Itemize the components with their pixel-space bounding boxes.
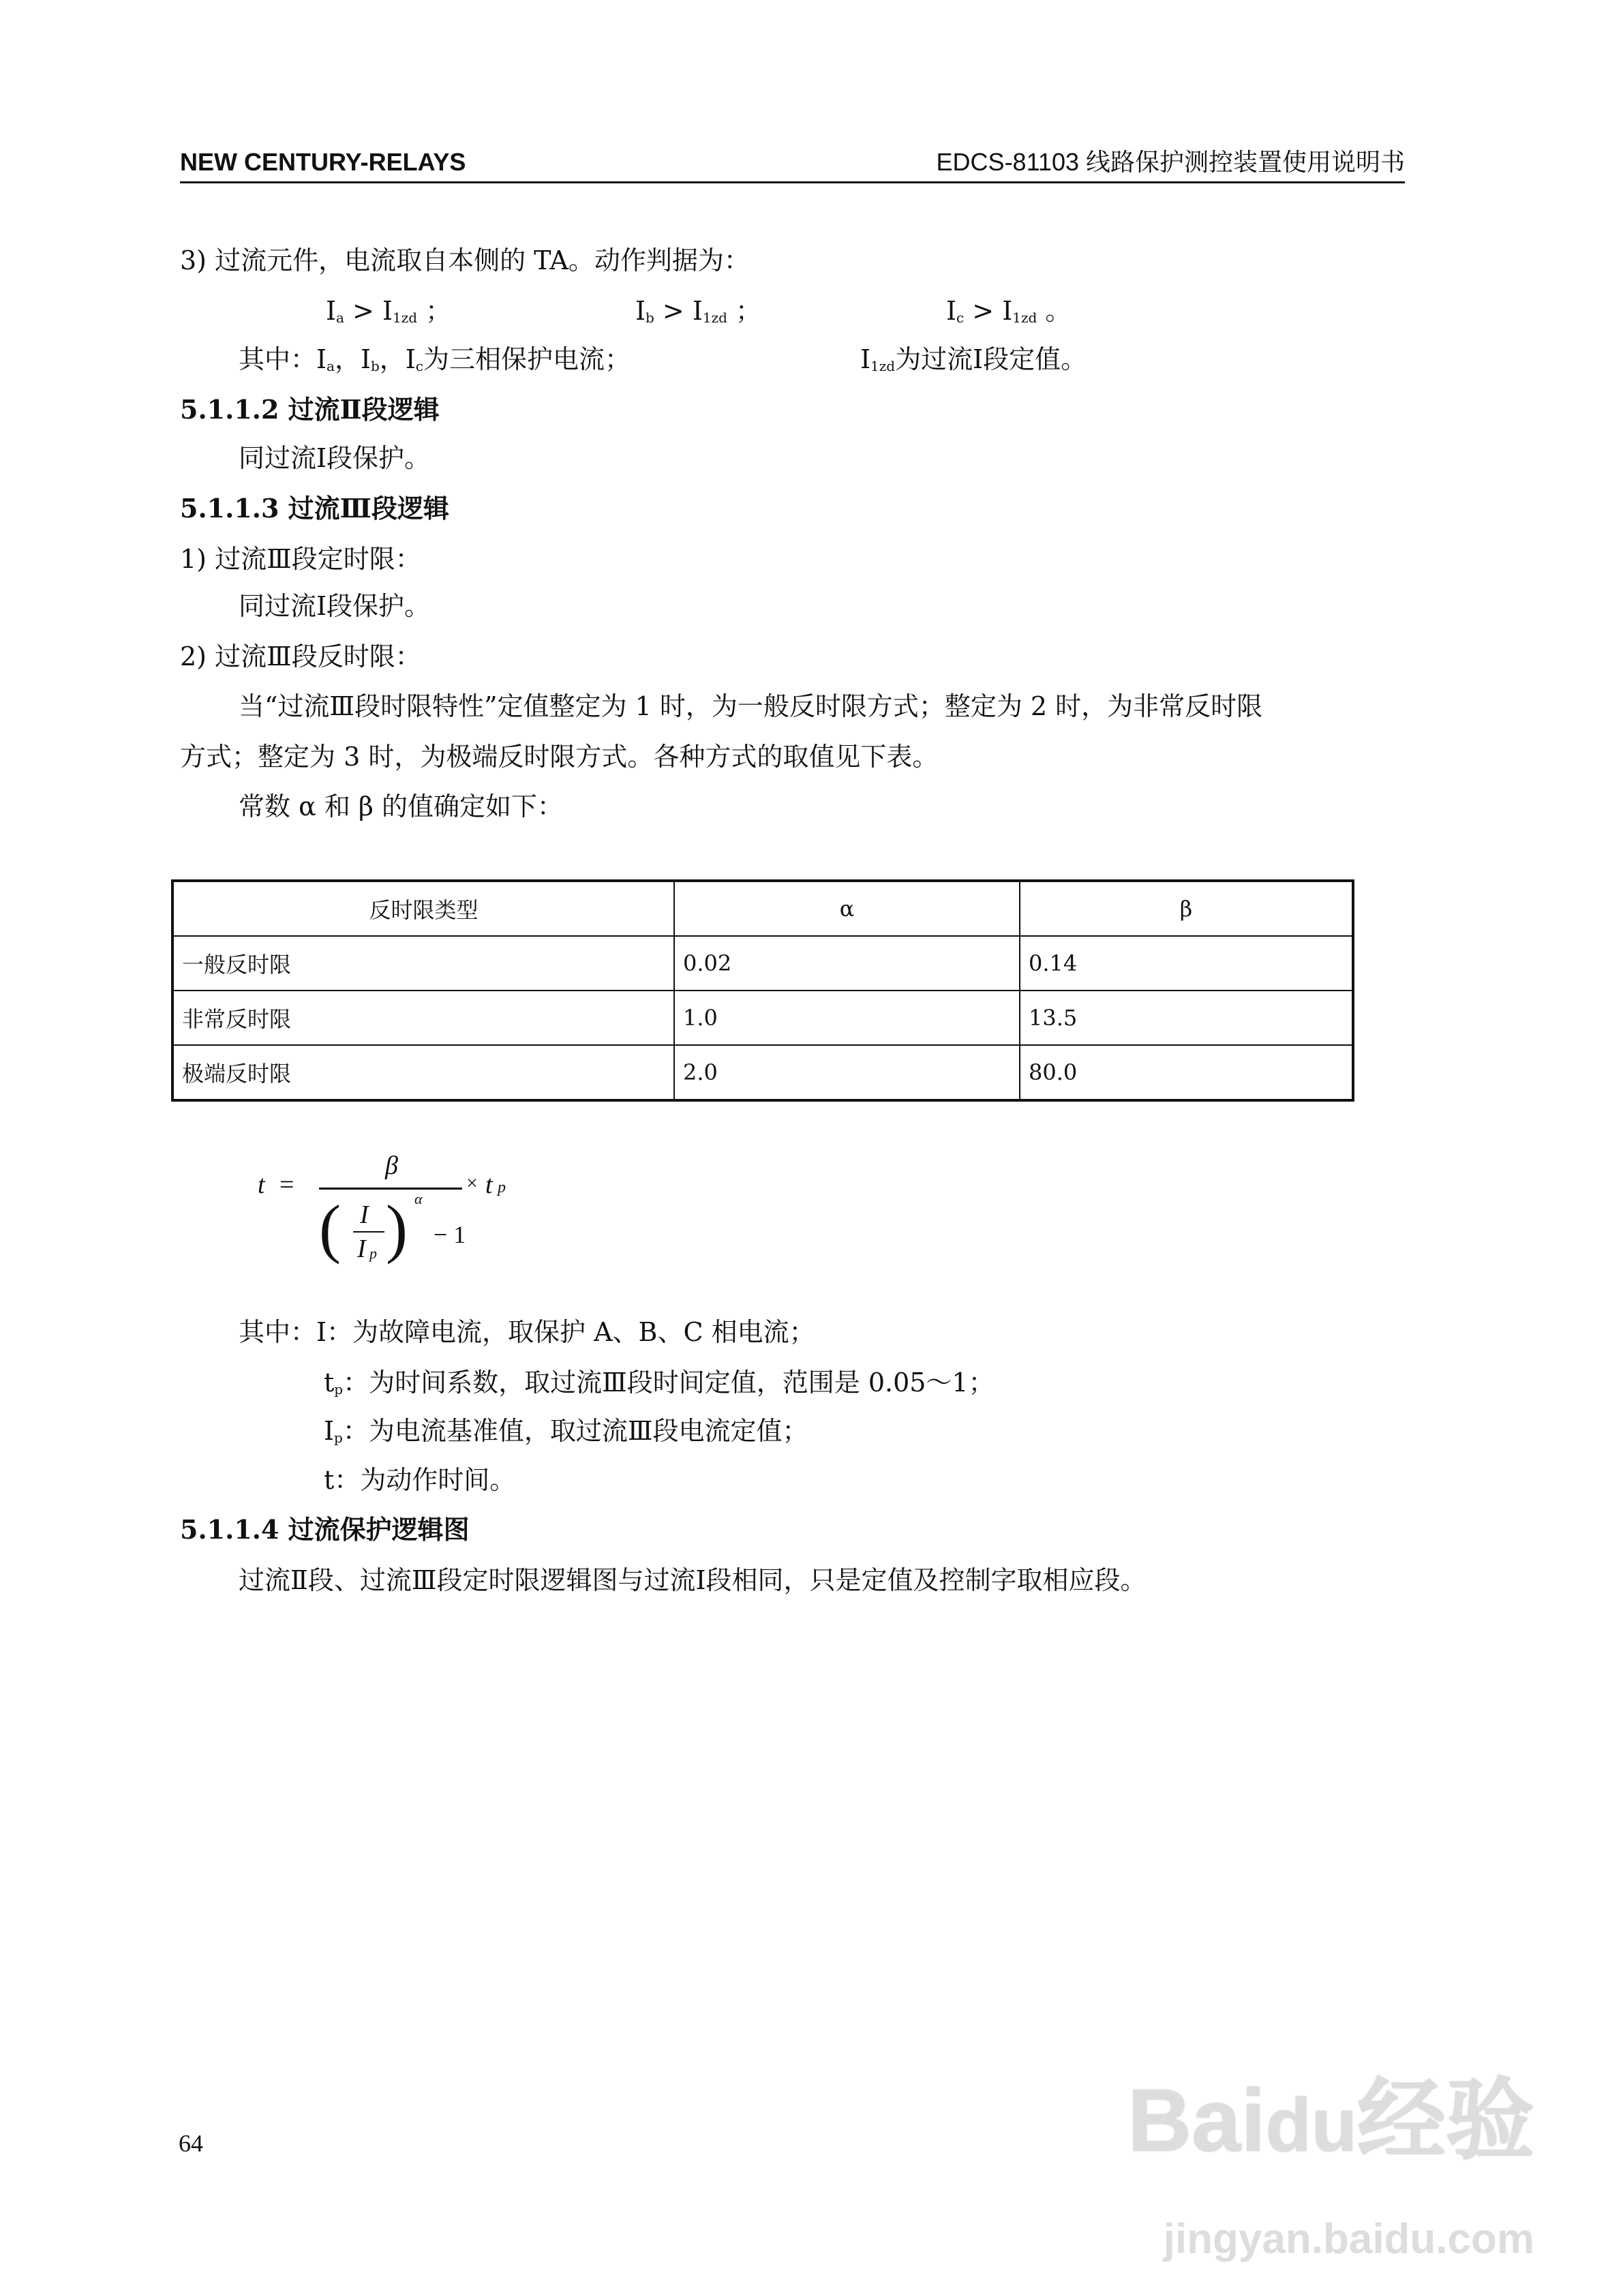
section-heading: 5.1.1.2 过流Ⅱ段逻辑 <box>180 394 440 425</box>
condition-a: $I_a > I_{1zd}$ ； <box>326 296 452 326</box>
para: 1) 过流Ⅲ段定时限： <box>180 544 421 574</box>
para: 同过流Ⅰ段保护。 <box>239 443 431 473</box>
table-header-row: 反时限类型 α β <box>172 881 1353 936</box>
condition-b: $I_b > I_{1zd}$ ； <box>635 296 762 326</box>
para: 2) 过流Ⅲ段反时限： <box>180 641 421 671</box>
formula-tp-sub: p <box>498 1179 506 1196</box>
para: 过流Ⅱ段、过流Ⅲ段定时限逻辑图与过流Ⅰ段相同，只是定值及控制字取相应段。 <box>239 1565 1147 1595</box>
baidu-watermark-url: jingyan.baidu.com <box>1163 2216 1534 2263</box>
formula-beta: β <box>385 1151 398 1180</box>
inverse-time-formula <box>252 1145 566 1282</box>
formula-Ip-sub: p <box>369 1245 377 1262</box>
header-left: NEW CENTURY-RELAYS <box>180 148 466 176</box>
left-paren: ( <box>319 1192 341 1265</box>
para: 3) 过流元件，电流取自本侧的 TA。动作判据为： <box>180 245 750 275</box>
where-tp: $t_p$：为时间系数，取过流Ⅲ段时间定值，范围是 0.05～1； <box>324 1368 995 1398</box>
where-line: 其中：$I_a$，$I_b$，$I_c$为三相保护电流； <box>239 344 631 374</box>
formula-tp: t <box>485 1170 493 1199</box>
formula-Ip: I <box>357 1235 366 1263</box>
right-paren: ) <box>386 1192 408 1265</box>
condition-c: $I_c > I_{1zd}$ 。 <box>946 296 1072 326</box>
where-t: t：为动作时间。 <box>324 1465 516 1495</box>
where-Ip: $I_p$：为电流基准值，取过流Ⅲ段电流定值； <box>324 1416 808 1446</box>
table-row: 一般反时限 0.02 0.14 <box>172 936 1353 991</box>
para: 常数 α 和 β 的值确定如下： <box>239 791 563 821</box>
fraction-bar <box>319 1188 462 1190</box>
para: 当“过流Ⅲ段时限特性”定值整定为 1 时，为一般反时限方式；整定为 2 时，为非常反时限 <box>239 691 1263 721</box>
section-heading: 5.1.1.4 过流保护逻辑图 <box>180 1514 470 1545</box>
formula-minus-one: − 1 <box>434 1221 466 1248</box>
header-right: EDCS-81103 线路保护测控装置使用说明书 <box>936 148 1405 176</box>
formula-t: t <box>258 1170 265 1199</box>
where-I: 其中：I：为故障电流，取保护 A、B、C 相电流； <box>239 1317 815 1347</box>
constants-table <box>171 879 1354 1102</box>
formula-alpha: α <box>414 1190 423 1207</box>
para: 方式；整定为 3 时，为极端反时限方式。各种方式的取值见下表。 <box>180 742 939 772</box>
page-number: 64 <box>179 2130 203 2157</box>
formula-I: I <box>360 1200 369 1229</box>
section-heading: 5.1.1.3 过流Ⅲ段逻辑 <box>180 493 449 524</box>
where-line-2: $I_{1zd}$为过流Ⅰ段定值。 <box>860 344 1087 374</box>
inner-fraction-bar <box>353 1231 384 1233</box>
header-rule <box>180 181 1405 183</box>
formula-equals: = <box>279 1170 294 1199</box>
table-row: 非常反时限 1.0 13.5 <box>172 991 1353 1045</box>
table-row: 极端反时限 2.0 80.0 <box>172 1045 1353 1100</box>
formula-times: × <box>466 1172 478 1194</box>
para: 同过流Ⅰ段保护。 <box>239 591 431 621</box>
baidu-watermark-logo: Baidu经验 <box>1127 2070 1534 2170</box>
